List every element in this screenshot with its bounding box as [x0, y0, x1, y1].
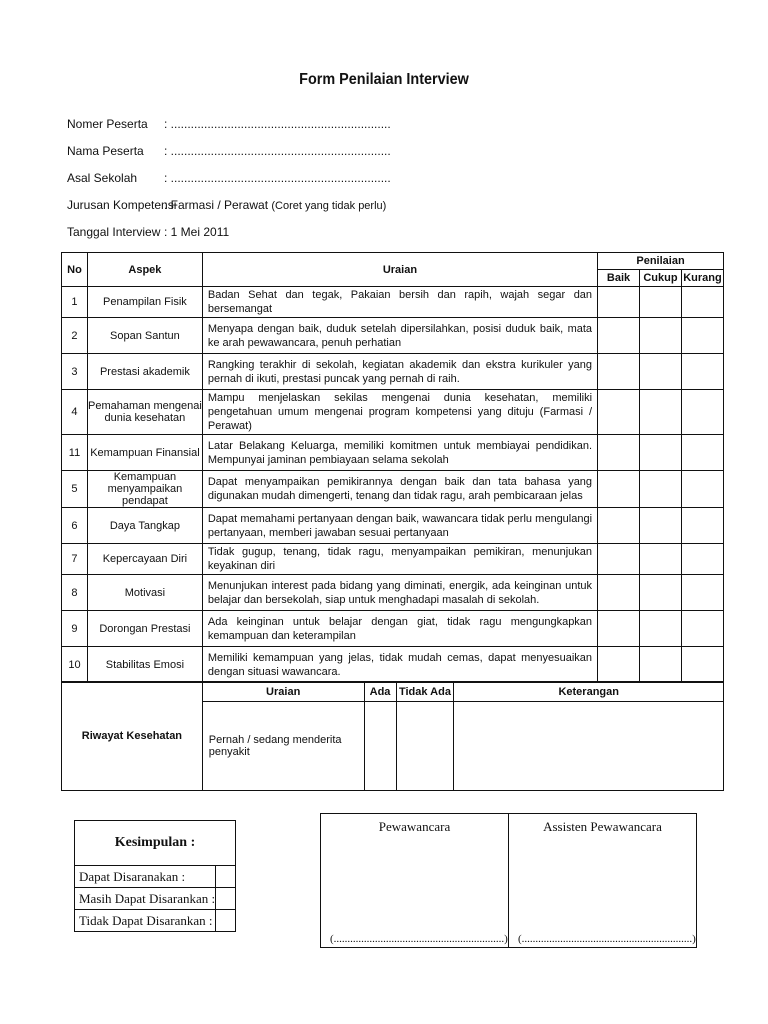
rating-baik[interactable] — [598, 318, 640, 354]
rating-kurang[interactable] — [681, 318, 723, 354]
signature-title: Assisten Pewawancara — [543, 819, 662, 834]
info-value[interactable]: : .................................................................. — [164, 144, 391, 158]
table-row — [62, 354, 724, 390]
assessment-table — [61, 252, 724, 683]
rating-cukup[interactable] — [640, 318, 682, 354]
row-uraian: Rangking terakhir di sekolah, kegiatan akademik dan ekstra kurikuler yang pernah di ikuti, prestasi puncak yang pernah di raih. — [202, 354, 597, 390]
signature-line: (..............................................................) — [330, 933, 508, 945]
row-uraian: Menyapa dengan baik, duduk setelah dipersilahkan, posisi duduk baik, mata ke arah pewawancara, penuh perhatian — [202, 318, 597, 354]
rating-baik[interactable] — [598, 508, 640, 544]
signature-assisten[interactable] — [509, 814, 697, 948]
rating-baik[interactable] — [598, 354, 640, 390]
health-header-keterangan: Keterangan — [454, 682, 724, 702]
row-uraian: Menunjukan interest pada bidang yang diminati, energik, ada keinginan untuk belajar dan bersekolah, siap untuk menghadapi masalah di sekolah. — [202, 575, 597, 611]
health-keterangan-cell[interactable] — [454, 702, 724, 791]
rating-baik[interactable] — [598, 647, 640, 683]
signature-line: (..............................................................) — [518, 933, 696, 945]
row-aspek: Daya Tangkap — [87, 508, 202, 544]
health-header-uraian: Uraian — [202, 682, 364, 702]
row-no: 5 — [62, 471, 88, 508]
rating-cukup[interactable] — [640, 647, 682, 683]
row-aspek: Pemahaman mengenai dunia kesehatan — [87, 390, 202, 435]
rating-kurang[interactable] — [681, 390, 723, 435]
signature-pewawancara[interactable] — [321, 814, 509, 948]
row-no: 2 — [62, 318, 88, 354]
row-aspek: Penampilan Fisik — [87, 287, 202, 318]
health-uraian-value: Pernah / sedang menderita penyakit — [202, 702, 364, 791]
row-no: 10 — [62, 647, 88, 683]
row-no: 11 — [62, 435, 88, 471]
rating-baik[interactable] — [598, 287, 640, 318]
health-history-table — [61, 681, 724, 791]
info-value: : Farmasi / Perawat (Coret yang tidak perlu) — [164, 198, 387, 212]
conclusion-checkbox[interactable] — [216, 866, 236, 888]
row-uraian: Ada keinginan untuk belajar dengan giat, tidak ragu mengungkapkan kemampuan dan keterampilan — [202, 611, 597, 647]
table-row — [62, 611, 724, 647]
row-aspek: Prestasi akademik — [87, 354, 202, 390]
signature-title: Pewawancara — [378, 819, 451, 834]
signature-table — [320, 813, 697, 948]
row-aspek: Dorongan Prestasi — [87, 611, 202, 647]
rating-cukup[interactable] — [640, 287, 682, 318]
row-aspek: Stabilitas Emosi — [87, 647, 202, 683]
rating-cukup[interactable] — [640, 390, 682, 435]
rating-kurang[interactable] — [681, 575, 723, 611]
conclusion-option: Tidak Dapat Disarankan : — [75, 910, 216, 932]
row-no: 7 — [62, 544, 88, 575]
rating-kurang[interactable] — [681, 611, 723, 647]
conclusion-option: Dapat Disaranakan : — [75, 866, 216, 888]
rating-kurang[interactable] — [681, 647, 723, 683]
table-row — [62, 390, 724, 435]
rating-cukup[interactable] — [640, 575, 682, 611]
header-aspek: Aspek — [87, 253, 202, 287]
header-kurang: Kurang — [681, 270, 723, 287]
row-uraian: Dapat menyampaikan pemikirannya dengan baik dan tata bahasa yang digunakan mudah dimengerti, tenang dan tidak ragu, arah pembicaraan jelas — [202, 471, 597, 508]
row-aspek: Kemampuan menyampaikan pendapat — [87, 471, 202, 508]
table-row — [62, 575, 724, 611]
header-no: No — [62, 253, 88, 287]
rating-kurang[interactable] — [681, 471, 723, 508]
page-title: Form Penilaian Interview — [299, 71, 469, 88]
info-value[interactable]: : .................................................................. — [164, 171, 391, 185]
rating-cukup[interactable] — [640, 435, 682, 471]
row-aspek: Motivasi — [87, 575, 202, 611]
rating-baik[interactable] — [598, 435, 640, 471]
conclusion-option: Masih Dapat Disarankan : — [75, 888, 216, 910]
health-label: Riwayat Kesehatan — [62, 682, 203, 791]
health-header-tidak-ada: Tidak Ada — [396, 682, 454, 702]
row-uraian: Dapat memahami pertanyaan dengan baik, wawancara tidak perlu mengulangi pertanyaan, memberi jawaban sesuai pertanyaan — [202, 508, 597, 544]
rating-baik[interactable] — [598, 390, 640, 435]
header-uraian: Uraian — [202, 253, 597, 287]
rating-baik[interactable] — [598, 575, 640, 611]
table-row — [62, 647, 724, 683]
row-no: 4 — [62, 390, 88, 435]
info-label: Asal Sekolah — [67, 171, 138, 185]
row-no: 3 — [62, 354, 88, 390]
row-no: 9 — [62, 611, 88, 647]
rating-kurang[interactable] — [681, 544, 723, 575]
rating-kurang[interactable] — [681, 435, 723, 471]
info-label: Tanggal Interview — [67, 225, 161, 239]
info-value: : 1 Mei 2011 — [164, 225, 230, 239]
row-uraian: Latar Belakang Keluarga, memiliki komitmen untuk membiayai pendidikan. Mempunyai jaminan pembiayaan selama sekolah — [202, 435, 597, 471]
table-row — [62, 544, 724, 575]
conclusion-table — [74, 820, 236, 932]
rating-cukup[interactable] — [640, 354, 682, 390]
table-row — [62, 287, 724, 318]
row-no: 1 — [62, 287, 88, 318]
row-no: 6 — [62, 508, 88, 544]
rating-cukup[interactable] — [640, 611, 682, 647]
health-header-ada: Ada — [364, 682, 396, 702]
conclusion-checkbox[interactable] — [216, 910, 236, 932]
table-row — [62, 435, 724, 471]
rating-kurang[interactable] — [681, 354, 723, 390]
row-uraian: Badan Sehat dan tegak, Pakaian bersih dan rapih, wajah segar dan bersemangat — [202, 287, 597, 318]
header-cukup: Cukup — [640, 270, 682, 287]
row-uraian: Mampu menjelaskan sekilas mengenai dunia kesehatan, memiliki pengetahuan umum mengenai program kompetensi yang dituju (Farmasi / Perawat) — [202, 390, 597, 435]
table-row — [62, 508, 724, 544]
table-row — [62, 318, 724, 354]
rating-cukup[interactable] — [640, 508, 682, 544]
rating-kurang[interactable] — [681, 287, 723, 318]
row-no: 8 — [62, 575, 88, 611]
rating-baik[interactable] — [598, 611, 640, 647]
row-uraian: Tidak gugup, tenang, tidak ragu, menyampaikan pemikiran, menunjukan keyakinan diri — [202, 544, 597, 575]
rating-baik[interactable] — [598, 471, 640, 508]
rating-cukup[interactable] — [640, 471, 682, 508]
conclusion-checkbox[interactable] — [216, 888, 236, 910]
header-baik: Baik — [598, 270, 640, 287]
health-tidak-ada-cell[interactable] — [396, 702, 454, 791]
info-value[interactable]: : .................................................................. — [164, 117, 391, 131]
row-aspek: Kepercayaan Diri — [87, 544, 202, 575]
row-aspek: Kemampuan Finansial — [87, 435, 202, 471]
conclusion-title: Kesimpulan : — [75, 821, 236, 866]
rating-cukup[interactable] — [640, 544, 682, 575]
info-label: Nomer Peserta — [67, 117, 148, 131]
info-label: Nama Peserta — [67, 144, 144, 158]
info-note: (Coret yang tidak perlu) — [271, 200, 387, 212]
rating-baik[interactable] — [598, 544, 640, 575]
health-ada-cell[interactable] — [364, 702, 396, 791]
header-penilaian: Penilaian — [598, 253, 724, 270]
row-uraian: Memiliki kemampuan yang jelas, tidak mudah cemas, dapat menyesuaikan dengan situasi wawancara. — [202, 647, 597, 683]
row-aspek: Sopan Santun — [87, 318, 202, 354]
table-row — [62, 471, 724, 508]
rating-kurang[interactable] — [681, 508, 723, 544]
info-label: Jurusan Kompetensi — [67, 198, 177, 212]
